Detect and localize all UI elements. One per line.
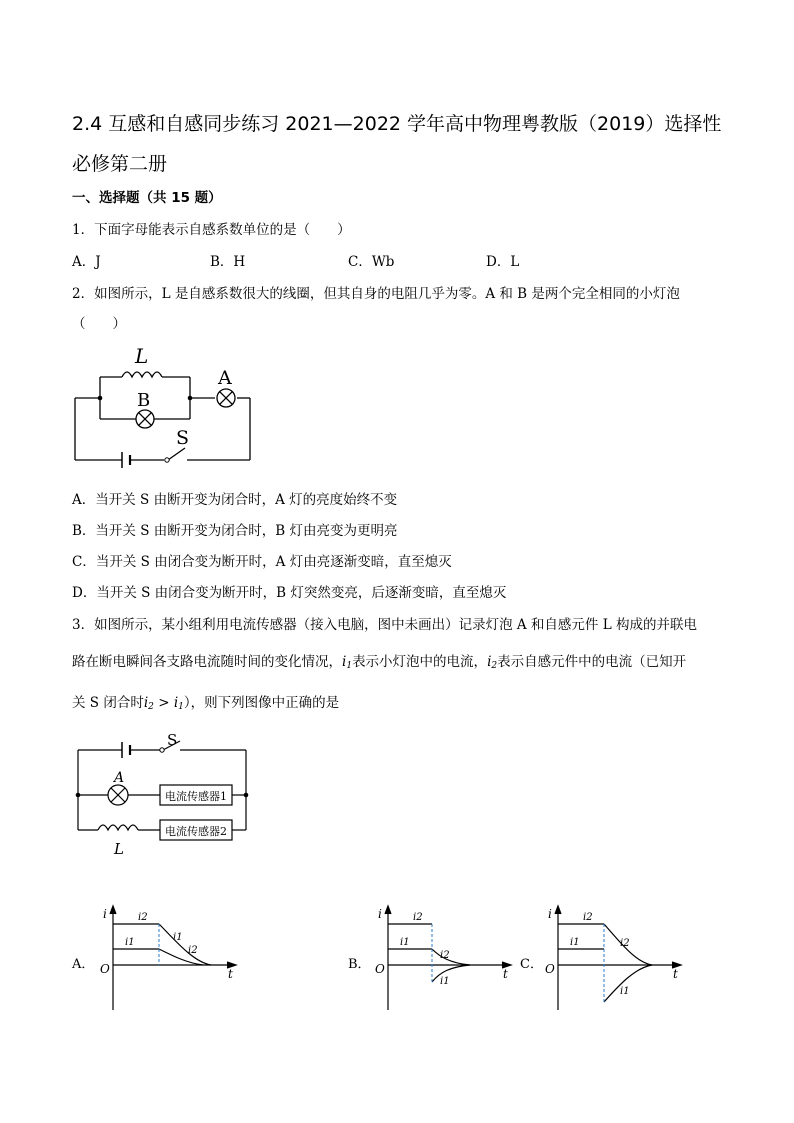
q3-option-b-label: B．	[348, 957, 371, 972]
q3-stem-line3: 关 S 闭合时$i_2 > i_1$），则下列图像中正确的是	[72, 695, 340, 712]
svg-text:t: t	[673, 967, 678, 981]
q1-option-d: D．L	[486, 254, 520, 270]
svg-text:O: O	[100, 962, 110, 976]
q3-option-a-label: A．	[72, 957, 95, 972]
q3-circuit-diagram	[72, 728, 252, 858]
svg-text:i1: i1	[400, 937, 410, 948]
q3-option-c-label: C．	[520, 957, 543, 972]
svg-text:t: t	[228, 967, 233, 981]
q3-stem-line1: 3．如图所示，某小组利用电流传感器（接入电脑，图中未画出）记录灯泡 A 和自感元件 L 构成的并联电	[72, 617, 697, 633]
svg-text:i: i	[548, 907, 552, 921]
q3-label-S: S	[167, 731, 178, 749]
svg-text:i1: i1	[620, 986, 630, 997]
svg-text:i1: i1	[125, 937, 135, 948]
svg-text:i2: i2	[440, 950, 450, 961]
q3-label-L: L	[114, 840, 124, 858]
q2-option-d: D．当开关 S 由闭合变为断开时，B 灯突然变亮，后逐渐变暗，直至熄灭	[72, 585, 507, 601]
svg-text:O: O	[375, 962, 385, 976]
svg-text:i1: i1	[570, 937, 580, 948]
page-title: 2.4 互感和自感同步练习 2021—2022 学年高中物理粤教版（2019）选择性必修第二册	[72, 113, 722, 175]
q1-stem: 1．下面字母能表示自感系数单位的是（ ）	[72, 222, 351, 238]
svg-text:i2: i2	[583, 912, 593, 923]
svg-text:i2: i2	[620, 938, 630, 949]
q2-option-a: A．当开关 S 由断开变为闭合时，A 灯的亮度始终不变	[72, 492, 398, 508]
q3-label-A: A	[114, 770, 125, 786]
q2-option-c: C．当开关 S 由闭合变为断开时，A 灯由亮逐渐变暗，直至熄灭	[72, 554, 452, 570]
svg-text:i2: i2	[413, 912, 423, 923]
q3-graph-b	[370, 902, 520, 1014]
q2-label-A: A	[218, 367, 232, 389]
q1-option-a: A．J	[72, 254, 101, 270]
q3-sensor1-label: 电流传感器1	[165, 790, 227, 803]
q2-stem-bracket: （ ）	[72, 316, 126, 332]
svg-text:i2: i2	[138, 912, 148, 923]
q3-graph-a	[95, 902, 245, 1014]
q2-label-B: B	[137, 390, 151, 411]
q3-graph-c	[540, 902, 690, 1014]
svg-text:t: t	[503, 967, 508, 981]
section-heading: 一、选择题（共 15 题）	[72, 190, 222, 206]
svg-text:i: i	[103, 907, 107, 921]
svg-text:i: i	[378, 907, 382, 921]
q3-sensor2-label: 电流传感器2	[165, 825, 227, 838]
q2-label-L: L	[135, 344, 149, 368]
svg-text:O: O	[545, 962, 555, 976]
q1-option-c: C．Wb	[348, 254, 395, 270]
q2-option-b: B．当开关 S 由断开变为闭合时，B 灯由亮变为更明亮	[72, 523, 398, 539]
q2-label-S: S	[176, 427, 190, 449]
svg-text:i2: i2	[188, 945, 198, 956]
q2-circuit-diagram	[72, 340, 262, 470]
q3-stem-line2: 路在断电瞬间各支路电流随时间的变化情况，$i_1$表示小灯泡中的电流，$i_2$表示自感元件中的电流（已知开	[72, 654, 687, 671]
q2-stem: 2．如图所示，L 是自感系数很大的线圈，但其自身的电阻几乎为零。A 和 B 是两个完全相同的小灯泡	[72, 286, 680, 302]
q1-option-b: B．H	[210, 254, 246, 270]
svg-text:i1: i1	[440, 976, 450, 987]
svg-text:i1: i1	[173, 932, 183, 943]
